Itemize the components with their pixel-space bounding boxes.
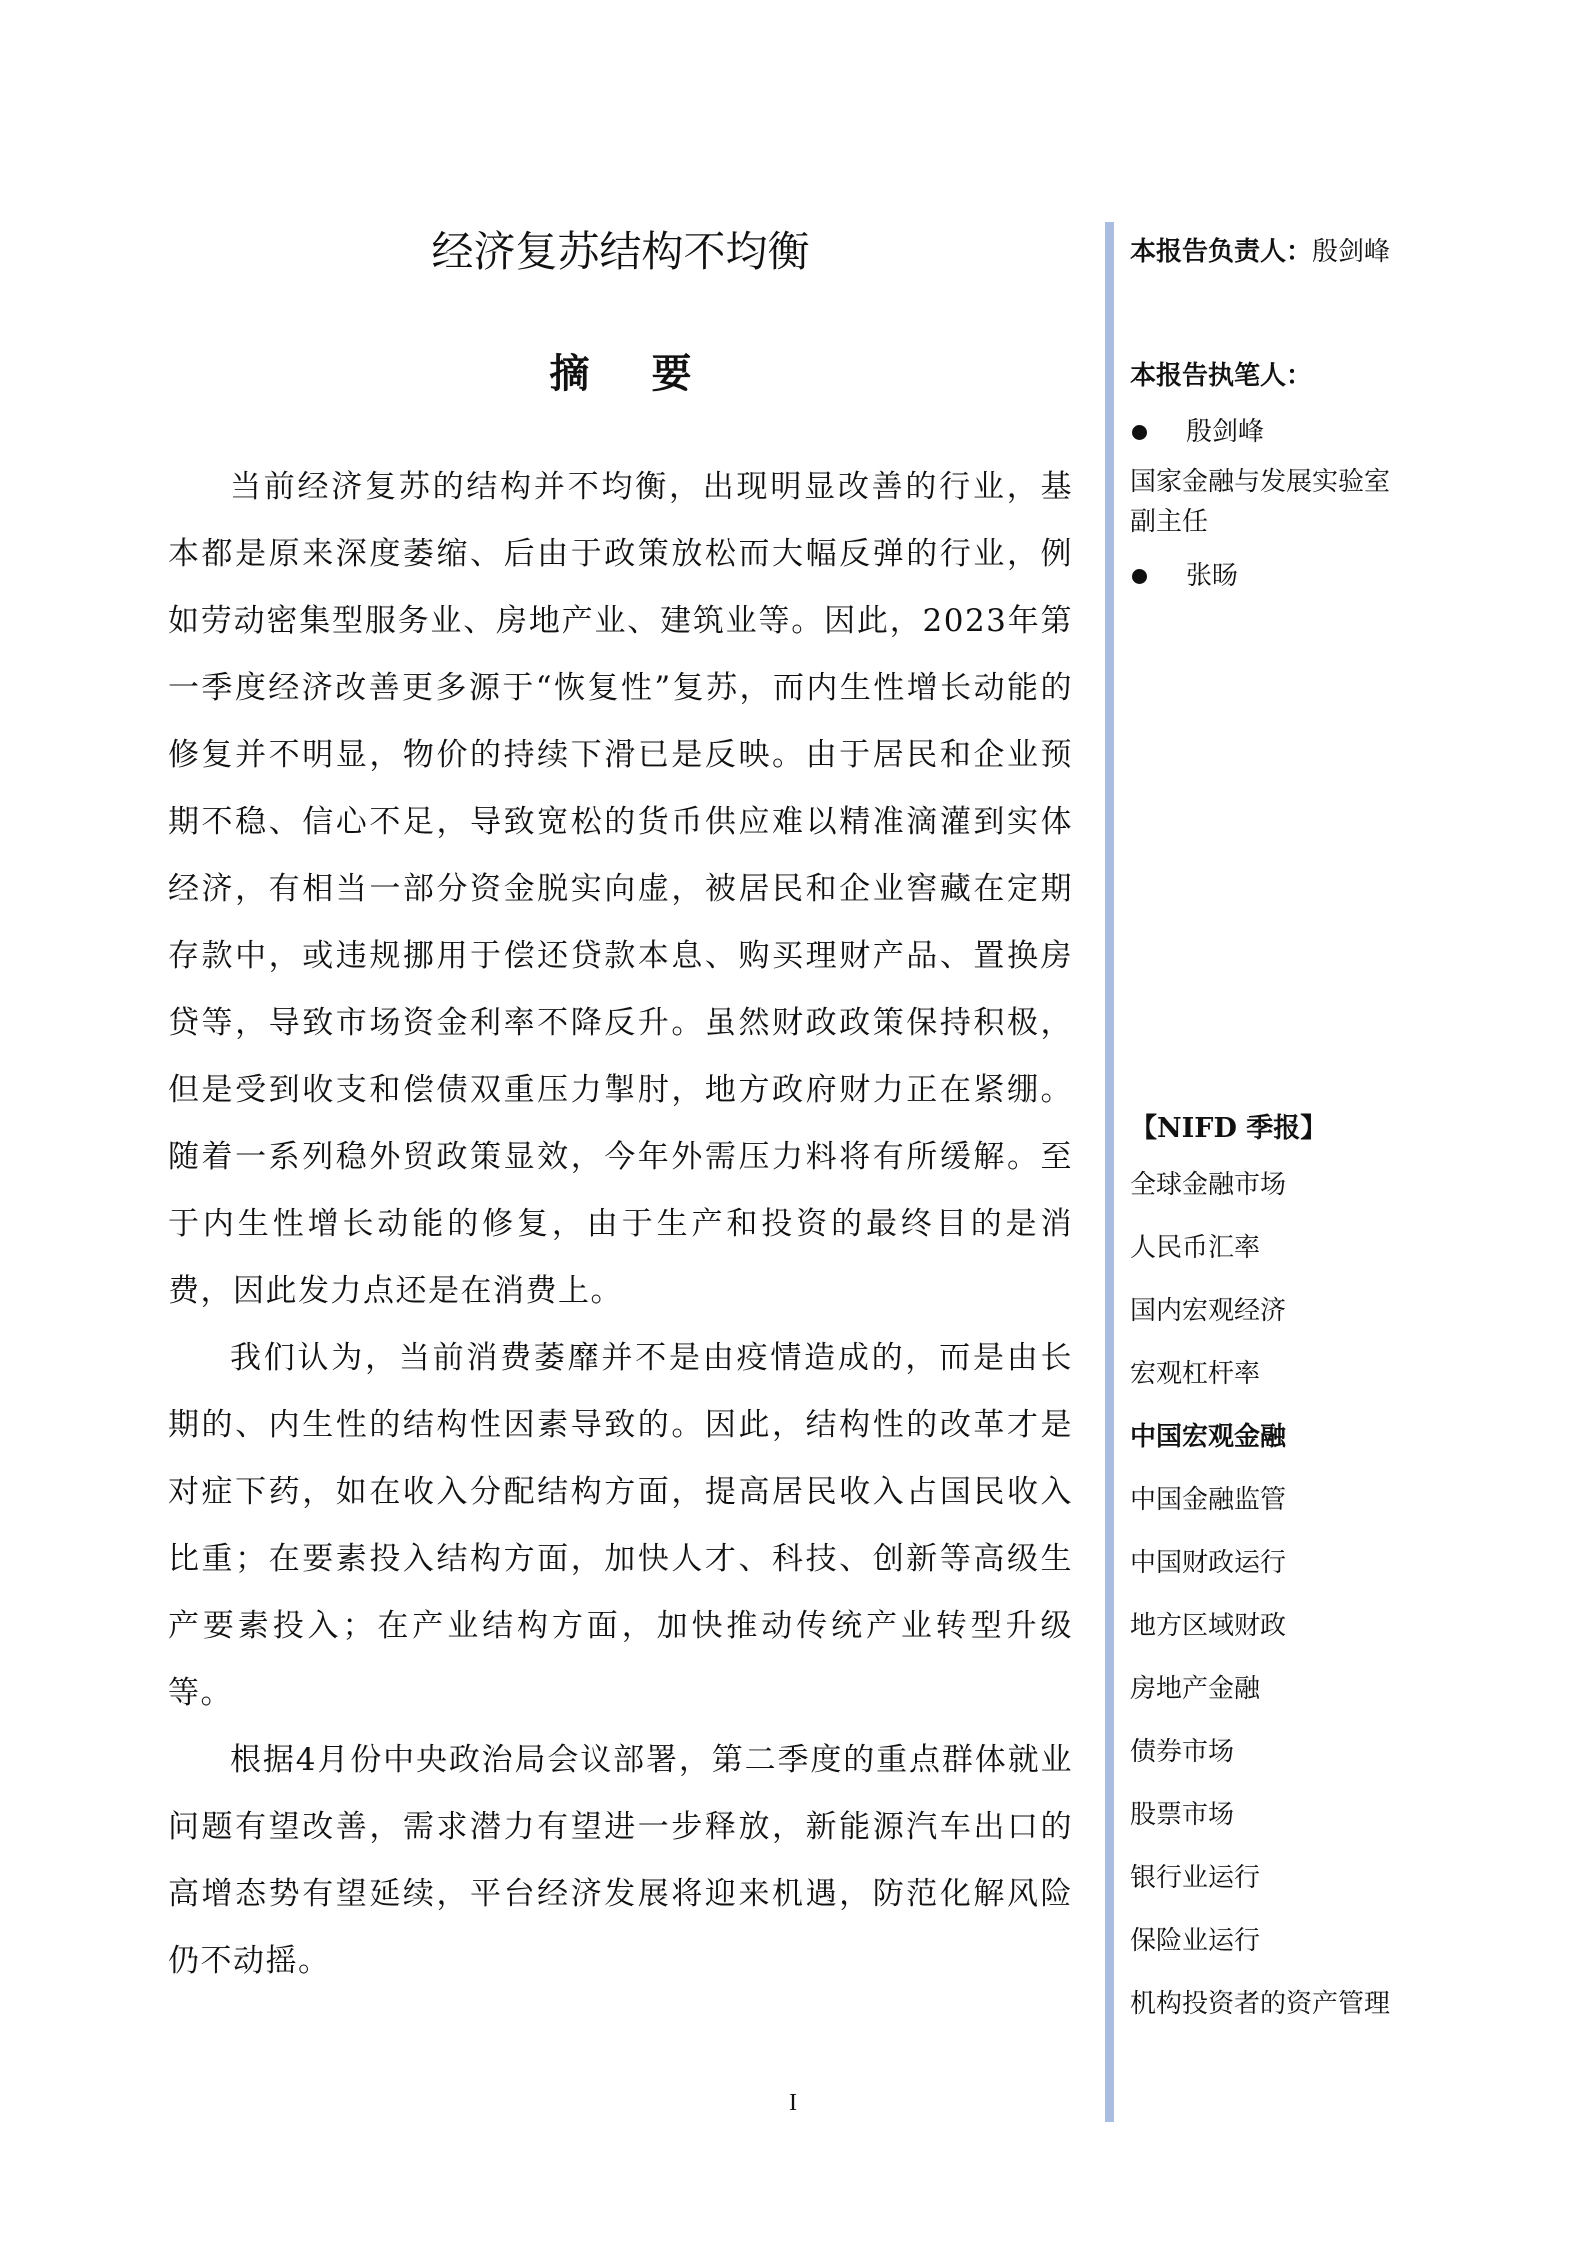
responsible-person — [1130, 222, 1460, 282]
abstract-paragraph-3: 根据4月份中央政治局会议部署，第二季度的重点群体就业问题有望改善，需求潜力有望进一步释放，新能源汽车出口的高增态势有望延续，平台经济发展将迎来机遇，防范化解风险仍不动摇。 — [168, 1742, 1073, 1979]
series-item[interactable]: 房地产金融 — [1130, 1674, 1261, 1704]
author-name: 殷剑峰 — [1186, 417, 1265, 447]
series-item[interactable]: 债券市场 — [1130, 1737, 1235, 1767]
abstract-heading: 摘 要 — [549, 350, 716, 397]
series-item[interactable]: 机构投资者的资产管理 — [1130, 1989, 1391, 2019]
bullet-icon — [1132, 569, 1147, 584]
series-list — [1130, 1154, 1460, 2036]
sidebar — [1130, 222, 1460, 2036]
responsible-label: 本报告负责人： — [1130, 237, 1313, 267]
bullet-icon — [1132, 425, 1147, 440]
series-label: 【NIFD 季报】 — [1130, 1113, 1328, 1144]
abstract-paragraph-2: 我们认为，当前消费萎靡并不是由疫情造成的，而是由长期的、内生性的结构性因素导致的。因此，结构性的改革才是对症下药，如在收入分配结构方面，提高居民收入占国民收入比重；在要素投入结构方面，加快人才、科技、创新等高级生产要素投入；在产业结构方面，加快推动传统产业转型升级等。 — [168, 1340, 1073, 1711]
sidebar-divider — [1105, 222, 1114, 2122]
author-name: 张旸 — [1186, 561, 1239, 591]
series-item[interactable]: 股票市场 — [1130, 1800, 1235, 1830]
report-title: 经济复苏结构不均衡 — [431, 227, 810, 276]
writers-label: 本报告执笔人： — [1130, 361, 1313, 391]
series-item[interactable]: 全球金融市场 — [1130, 1170, 1287, 1200]
author-item — [1130, 406, 1460, 458]
series-item[interactable]: 人民币汇率 — [1130, 1233, 1261, 1263]
series-item[interactable]: 中国财政运行 — [1130, 1548, 1287, 1578]
author-affiliation — [1130, 462, 1460, 542]
series-item-active[interactable]: 中国宏观金融 — [1130, 1422, 1287, 1452]
series-item[interactable]: 宏观杠杆率 — [1130, 1359, 1261, 1389]
page-number: I — [789, 2090, 797, 2116]
series-item[interactable]: 中国金融监管 — [1130, 1485, 1287, 1515]
series-item[interactable]: 国内宏观经济 — [1130, 1296, 1287, 1326]
series-item[interactable]: 地方区域财政 — [1130, 1611, 1287, 1641]
responsible-name: 殷剑峰 — [1312, 237, 1391, 267]
affiliation-line: 国家金融与发展实验室 — [1130, 467, 1391, 497]
abstract-body — [168, 454, 1073, 1995]
affiliation-line: 副主任 — [1130, 507, 1209, 537]
author-item — [1130, 550, 1460, 602]
series-item[interactable]: 银行业运行 — [1130, 1863, 1261, 1893]
abstract-paragraph-1: 当前经济复苏的结构并不均衡，出现明显改善的行业，基本都是原来深度萎缩、后由于政策放松而大幅反弹的行业，例如劳动密集型服务业、房地产业、建筑业等。因此，2023年第一季度经济改善更多源于“恢复性”复苏，而内生性增长动能的修复并不明显，物价的持续下滑已是反映。由于居民和企业预期不稳、信心不足，导致宽松的货币供应难以精准滴灌到实体经济，有相当一部分资金脱实向虚，被居民和企业窖藏在定期存款中，或违规挪用于偿还贷款本息、购买理财产品、置换房贷等，导致市场资金利率不降反升。虽然财政政策保持积极，但是受到收支和偿债双重压力掣肘，地方政府财力正在紧绷。随着一系列稳外贸政策显效，今年外需压力料将有所缓解。至于内生性增长动能的修复，由于生产和投资的最终目的是消费，因此发力点还是在消费上。 — [168, 469, 1073, 1309]
series-item[interactable]: 保险业运行 — [1130, 1926, 1261, 1956]
report-main-column — [168, 222, 1073, 1995]
